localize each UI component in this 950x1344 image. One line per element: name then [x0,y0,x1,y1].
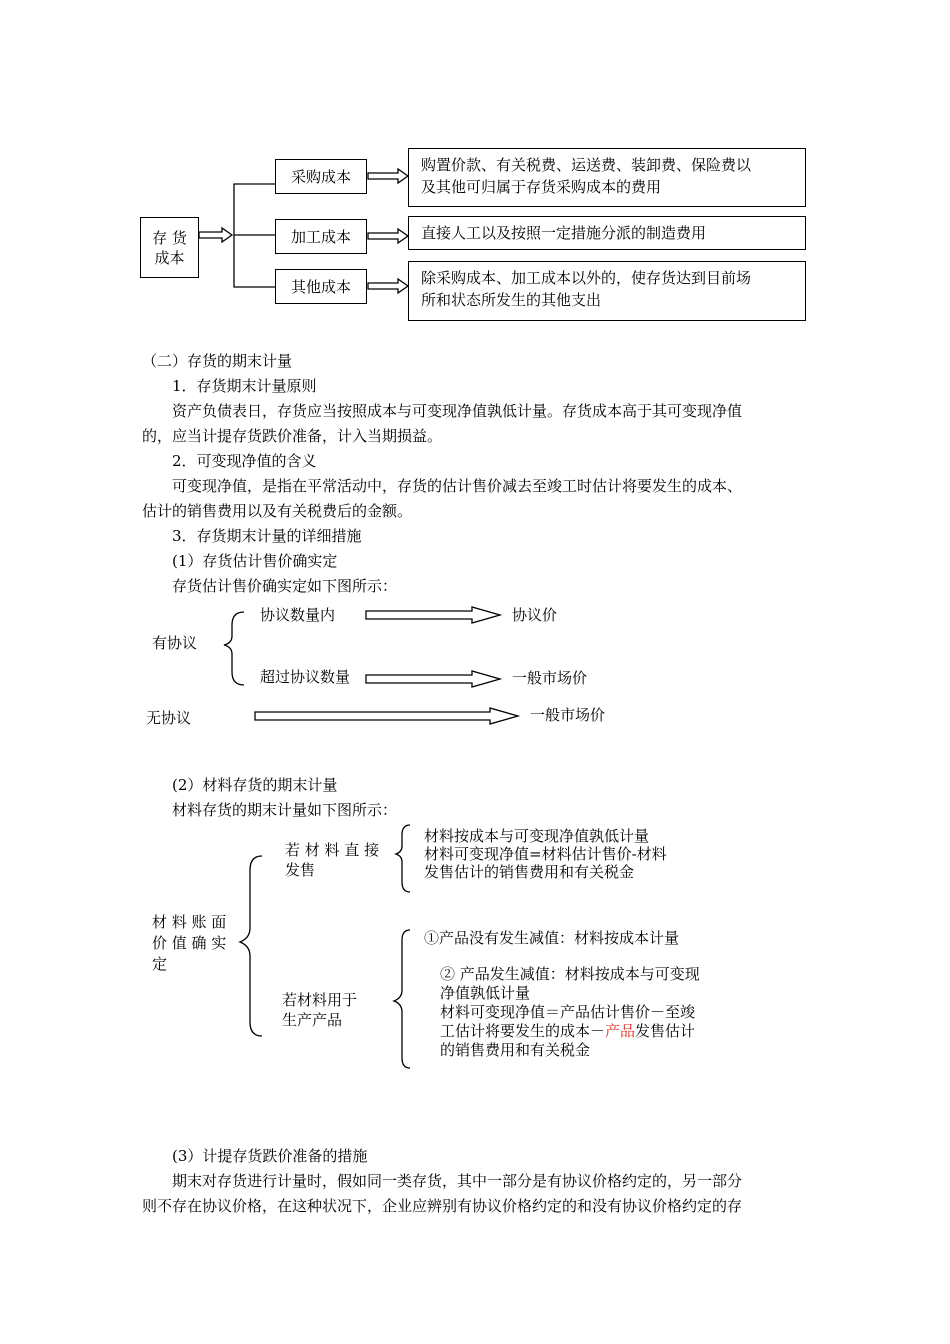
paragraph-line: 资产负债表日，存货应当按照成本与可变现净值孰低计量。存货成本高于其可变现净值 [172,402,743,420]
category-purchase-cost [275,159,367,194]
branch-line: 若 材 料 直 接 [285,841,380,859]
sub-heading: (2）材料存货的期末计量 [172,776,338,794]
rule-line: 材料按成本与可变现净值孰低计量 [424,827,650,845]
sub-heading: (1）存货估计售价确实定 [172,552,338,570]
desc-line: 直接人工以及按照一定措施分派的制造费用 [421,224,707,242]
over-quantity-label: 超过协议数量 [260,668,351,686]
with-contract-label: 有协议 [152,634,198,652]
category-other-cost [275,269,367,304]
section-title: （二）存货的期末计量 [142,352,293,370]
desc-line: 购置价款、有关税费、运送费、装卸费、保险费以 [421,156,752,174]
desc-line: 所和状态所发生的其他支出 [421,291,602,309]
market-price-label: 一般市场价 [512,669,588,687]
category-processing-cost [275,219,367,254]
paragraph-line: 则不存在协议价格，在这种状况下，企业应辨别有协议价格约定的和没有协议价格约定的存 [142,1197,743,1215]
production-rule-no-impairment: ①产品没有发生减值：材料按成本计量 [424,929,680,947]
root-line: 价 值 确 实 [152,934,227,952]
paragraph-line: 材料存货的期末计量如下图所示： [172,801,398,819]
rule-text: 发售估计 [635,1022,696,1040]
branch-line: 生产产品 [282,1011,343,1029]
item-heading: 2．可变现净值的含义 [172,452,317,470]
production-branch [282,990,357,1030]
rule-line: 的销售费用和有关税金 [440,1041,591,1059]
category-label: 采购成本 [290,168,351,186]
rule-text: 工估计将要发生的成本－ [440,1022,606,1040]
production-rule-impairment [440,965,700,1060]
paragraph-line: 的，应当计提存货跌价准备，计入当期损益。 [142,427,443,445]
rule-line [440,1022,700,1041]
root-line: 成本 [154,248,185,267]
item-heading: 3．存货期末计量的详细措施 [172,527,362,545]
within-quantity-label: 协议数量内 [260,606,336,624]
root-line: 定 [152,955,168,973]
rule-line: 材料可变现净值=材料估计售价-材料 [424,845,667,863]
desc-line: 除采购成本、加工成本以外的，使存货达到目前场 [421,269,752,287]
item-heading: 1．存货期末计量原则 [172,377,317,395]
root-line: 存 货 [152,228,187,247]
material-root [152,912,226,975]
paragraph-line: 存货估计售价确实定如下图所示： [172,577,398,595]
market-price-label: 一般市场价 [530,706,606,724]
other-cost-description [408,261,806,321]
contract-price-label: 协议价 [512,606,558,624]
rule-line: 净值孰低计量 [440,984,531,1002]
branch-line: 发售 [285,861,316,879]
category-label: 其他成本 [290,278,351,296]
root-line: 材 料 账 面 [152,913,227,931]
rule-line: ② 产品发生减值：材料按成本与可变现 [440,965,700,983]
branch-line: 若材料用于 [282,991,358,1009]
direct-sale-branch [285,840,379,880]
highlighted-term: 产品 [605,1022,636,1040]
rule-line: 发售估计的销售费用和有关税金 [424,863,635,881]
category-label: 加工成本 [290,228,351,246]
direct-sale-rules [424,827,667,881]
paragraph-line: 期末对存货进行计量时，假如同一类存货，其中一部分是有协议价格约定的，另一部分 [172,1172,743,1190]
processing-cost-description [408,216,806,250]
rule-line: 材料可变现净值＝产品估计售价－至竣 [440,1003,696,1021]
no-contract-label: 无协议 [146,709,192,727]
inventory-cost-root [140,217,199,278]
sub-heading: (3）计提存货跌价准备的措施 [172,1147,368,1165]
purchase-cost-description [408,148,806,207]
paragraph-line: 估计的销售费用以及有关税费后的金额。 [142,502,413,520]
desc-line: 及其他可归属于存货采购成本的费用 [421,178,662,196]
paragraph-line: 可变现净值，是指在平常活动中，存货的估计售价减去至竣工时估计将要发生的成本、 [172,477,743,495]
